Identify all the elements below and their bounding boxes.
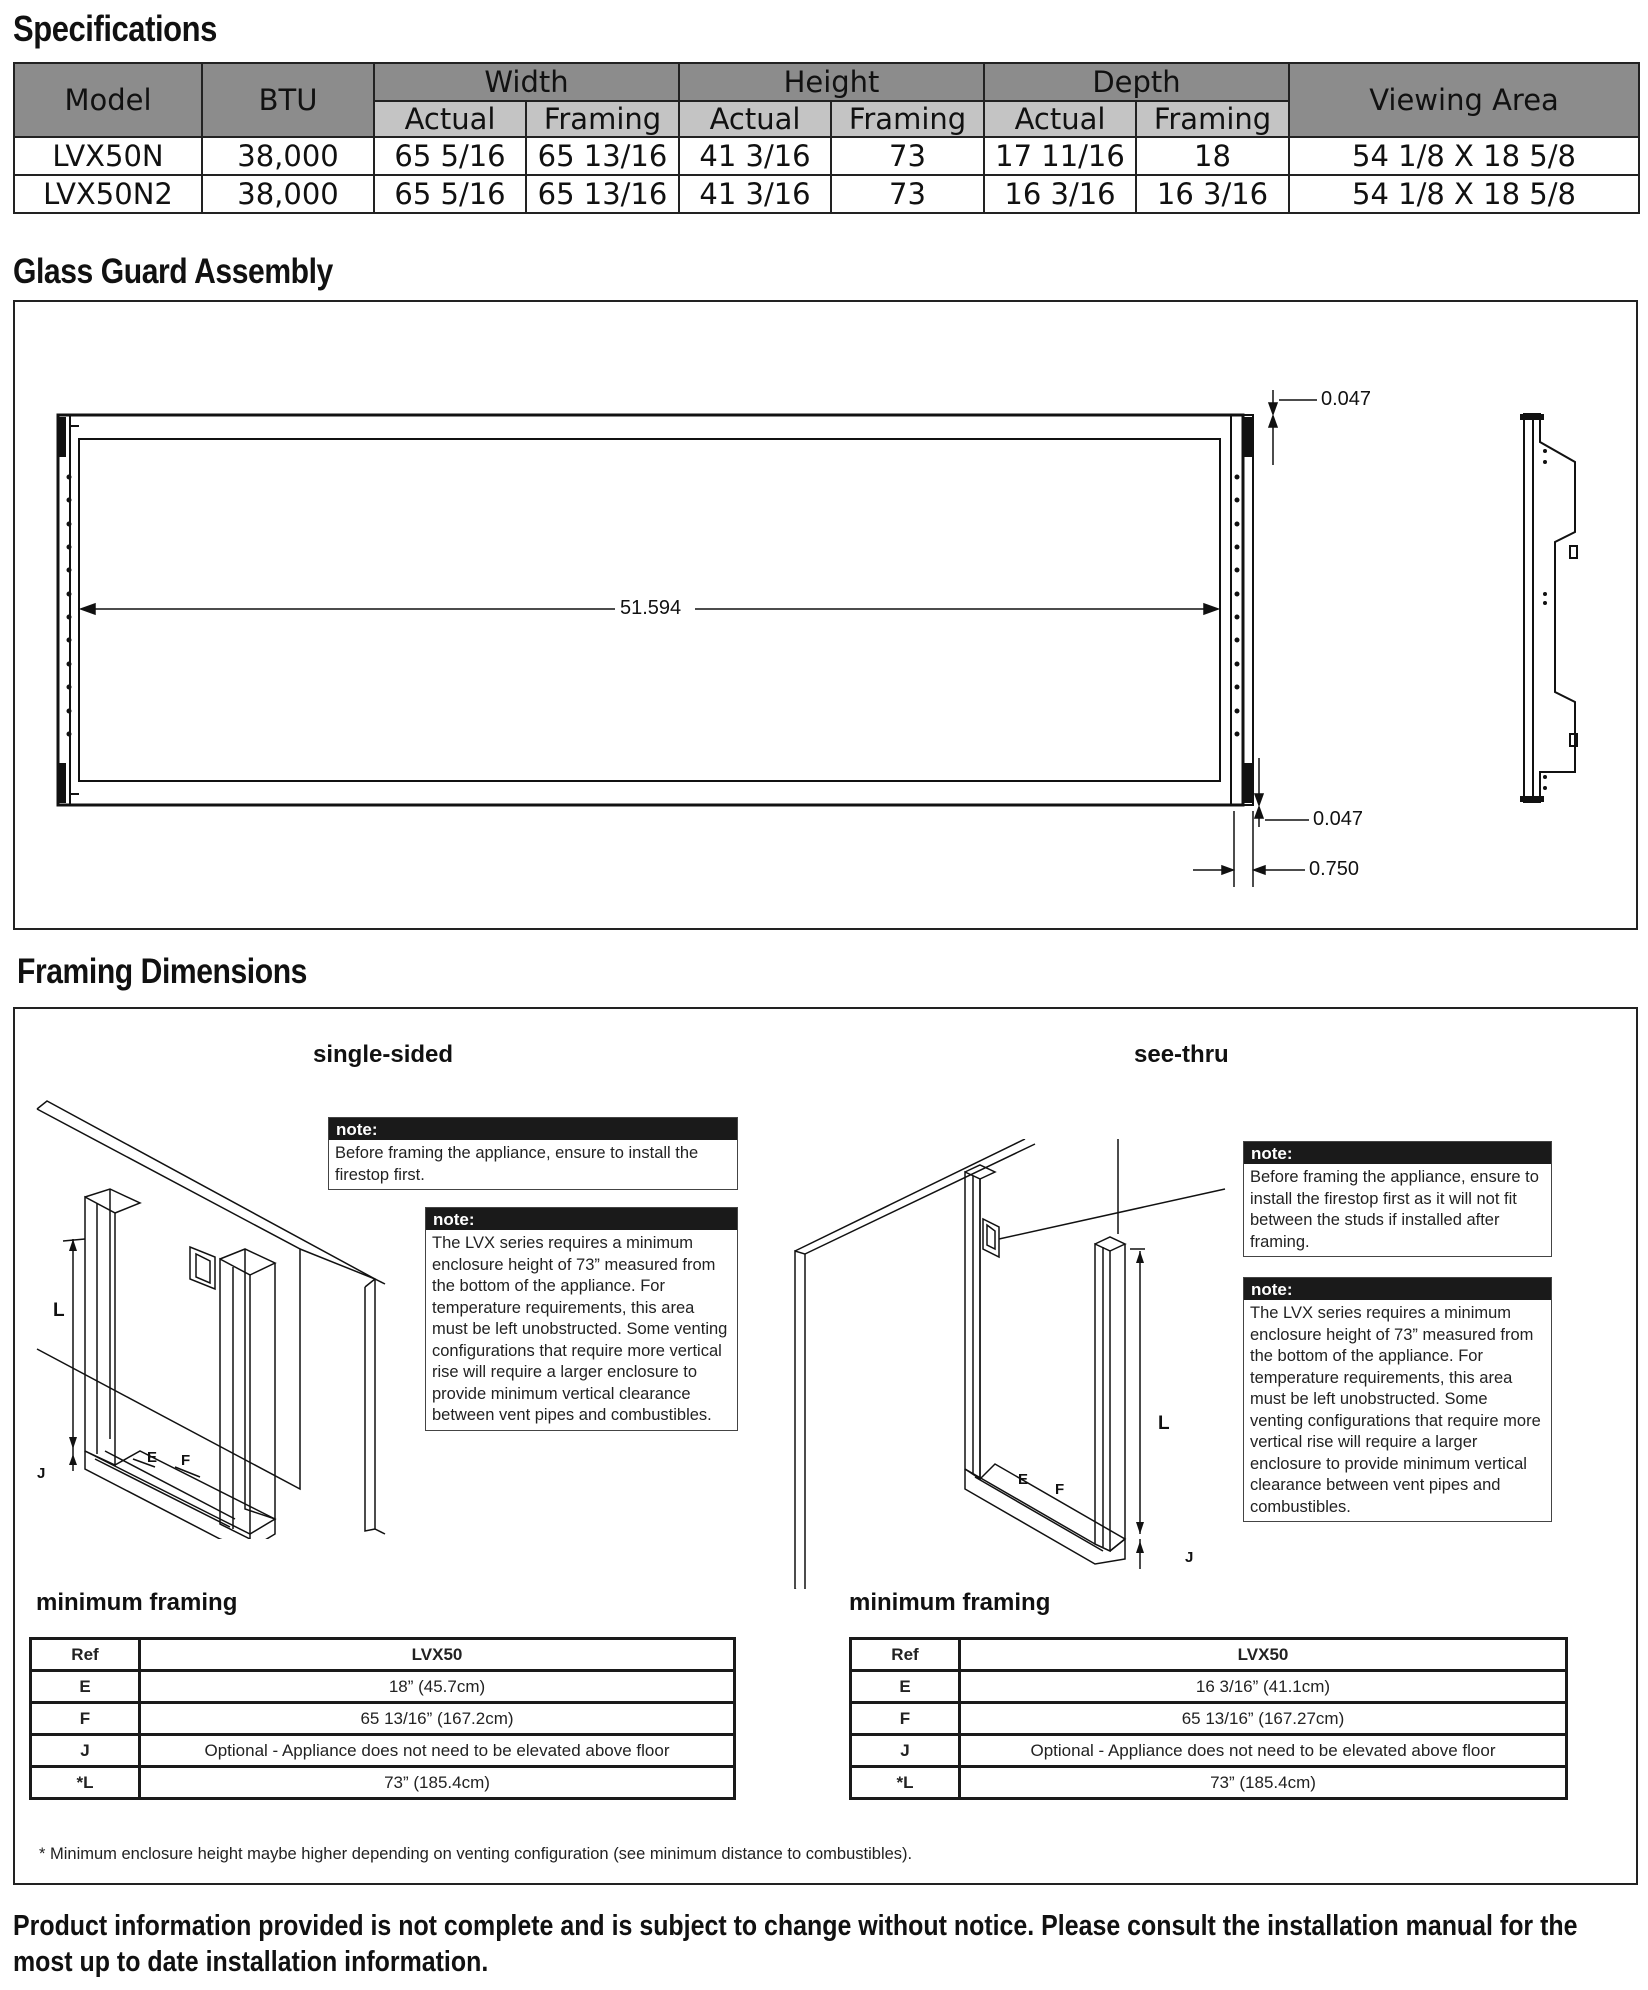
table-row <box>31 1767 735 1799</box>
single-note-enclosure <box>425 1207 738 1431</box>
single-label-J: J <box>37 1465 46 1482</box>
ref-cell: J <box>31 1735 140 1767</box>
dim-bottom-label: 0.047 <box>1313 808 1364 830</box>
glass-guard-panel <box>13 300 1638 930</box>
ref-header: Ref <box>851 1639 960 1671</box>
note-heading: note: <box>426 1208 737 1230</box>
seethru-label-E: E <box>1018 1471 1029 1488</box>
table-row <box>851 1671 1567 1703</box>
cell-width-framing: 65 13/16 <box>526 137 679 175</box>
disclaimer: Product information provided is not complete and is subject to change without notice. Please consult the installation manual for the most up to date installation information. <box>13 1910 1578 1978</box>
header-height-framing: Framing <box>831 101 984 137</box>
cell-model: LVX50N2 <box>14 175 202 213</box>
cell-width-actual: 65 5/16 <box>374 137 526 175</box>
cell-viewing-area: 54 1/8 X 18 5/8 <box>1289 175 1639 213</box>
seethru-label-F: F <box>1055 1481 1065 1498</box>
value-cell: 18” (45.7cm) <box>140 1671 735 1703</box>
header-width-framing: Framing <box>526 101 679 137</box>
value-cell: Optional - Appliance does not need to be elevated above floor <box>960 1735 1567 1767</box>
cell-model: LVX50N <box>14 137 202 175</box>
header-width: Width <box>374 63 679 101</box>
single-note-firestop <box>328 1117 738 1190</box>
see-thru-label: see-thru <box>1134 1041 1229 1068</box>
cell-depth-framing: 16 3/16 <box>1136 175 1289 213</box>
value-cell: 73” (185.4cm) <box>140 1767 735 1799</box>
header-model: Model <box>14 63 202 137</box>
glass-guard-drawing <box>15 302 1636 928</box>
seethru-note-firestop <box>1243 1141 1552 1257</box>
seethru-min-framing-title: minimum framing <box>849 1589 1051 1616</box>
ref-header: Ref <box>31 1639 140 1671</box>
model-header: LVX50 <box>960 1639 1567 1671</box>
ref-cell: F <box>31 1703 140 1735</box>
header-width-actual: Actual <box>374 101 526 137</box>
cell-viewing-area: 54 1/8 X 18 5/8 <box>1289 137 1639 175</box>
header-height: Height <box>679 63 984 101</box>
dim-depth-label: 0.750 <box>1309 858 1360 880</box>
note-heading: note: <box>1244 1278 1551 1300</box>
single-label-F: F <box>181 1452 191 1469</box>
seethru-min-framing-table <box>849 1637 1568 1800</box>
table-row <box>851 1703 1567 1735</box>
see-thru-illustration <box>785 1139 1305 1589</box>
table-row <box>14 175 1639 213</box>
value-cell: 65 13/16” (167.2cm) <box>140 1703 735 1735</box>
header-btu: BTU <box>202 63 374 137</box>
ref-cell: E <box>31 1671 140 1703</box>
value-cell: Optional - Appliance does not need to be elevated above floor <box>140 1735 735 1767</box>
note-heading: note: <box>1244 1142 1551 1164</box>
ref-cell: *L <box>851 1767 960 1799</box>
model-header: LVX50 <box>140 1639 735 1671</box>
note-heading: note: <box>329 1118 737 1140</box>
single-min-framing-table <box>29 1637 736 1800</box>
glass-guard-title: Glass Guard Assembly <box>13 252 333 291</box>
specifications-table <box>13 62 1640 214</box>
table-row <box>31 1703 735 1735</box>
cell-width-actual: 65 5/16 <box>374 175 526 213</box>
framing-panel <box>13 1007 1638 1885</box>
cell-depth-actual: 16 3/16 <box>984 175 1136 213</box>
table-row <box>31 1735 735 1767</box>
cell-height-framing: 73 <box>831 137 984 175</box>
cell-depth-framing: 18 <box>1136 137 1289 175</box>
cell-btu: 38,000 <box>202 137 374 175</box>
table-row <box>851 1735 1567 1767</box>
dim-width-label: 51.594 <box>620 597 682 619</box>
table-row <box>31 1671 735 1703</box>
cell-height-actual: 41 3/16 <box>679 175 831 213</box>
note-body: Before framing the appliance, ensure to install the firestop first as it will not fit between the studs if installed after framing. <box>1250 1168 1539 1251</box>
header-depth-actual: Actual <box>984 101 1136 137</box>
cell-height-actual: 41 3/16 <box>679 137 831 175</box>
cell-btu: 38,000 <box>202 175 374 213</box>
single-sided-label: single-sided <box>313 1041 454 1068</box>
seethru-label-J: J <box>1185 1549 1194 1566</box>
ref-cell: F <box>851 1703 960 1735</box>
header-depth-framing: Framing <box>1136 101 1289 137</box>
note-body: Before framing the appliance, ensure to install the firestop first. <box>335 1144 699 1184</box>
ref-cell: E <box>851 1671 960 1703</box>
ref-cell: *L <box>31 1767 140 1799</box>
header-viewing-area: Viewing Area <box>1289 63 1639 137</box>
framing-title: Framing Dimensions <box>17 952 307 991</box>
ref-cell: J <box>851 1735 960 1767</box>
note-body: The LVX series requires a minimum enclosure height of 73” measured from the bottom of the appliance. For temperature requirements, this area must be left unobstructed. Some venting configurations that require more vertical rise will require a larger enclosure to provide minimum vertical clearance between vent pipes and combustibles. <box>432 1234 728 1424</box>
cell-width-framing: 65 13/16 <box>526 175 679 213</box>
value-cell: 16 3/16” (41.1cm) <box>960 1671 1567 1703</box>
single-label-E: E <box>147 1449 158 1466</box>
cell-height-framing: 73 <box>831 175 984 213</box>
specifications-title: Specifications <box>13 8 217 49</box>
footnote: * Minimum enclosure height maybe higher depending on venting configuration (see minimum distance to combustibles). <box>39 1845 913 1863</box>
table-row <box>14 137 1639 175</box>
header-height-actual: Actual <box>679 101 831 137</box>
note-body: The LVX series requires a minimum enclosure height of 73” measured from the bottom of the appliance. For temperature requirements, this area must be left unobstructed. Some venting configurations that require more vertical rise will require a larger enclosure to provide minimum vertical clearance between vent pipes and combustibles. <box>1250 1304 1541 1516</box>
table-row <box>851 1767 1567 1799</box>
seethru-label-L: L <box>1158 1413 1170 1434</box>
seethru-note-enclosure <box>1243 1277 1552 1522</box>
single-min-framing-title: minimum framing <box>36 1589 238 1616</box>
header-depth: Depth <box>984 63 1289 101</box>
value-cell: 73” (185.4cm) <box>960 1767 1567 1799</box>
cell-depth-actual: 17 11/16 <box>984 137 1136 175</box>
dim-top-label: 0.047 <box>1321 388 1372 410</box>
value-cell: 65 13/16” (167.27cm) <box>960 1703 1567 1735</box>
single-label-L: L <box>53 1300 65 1321</box>
